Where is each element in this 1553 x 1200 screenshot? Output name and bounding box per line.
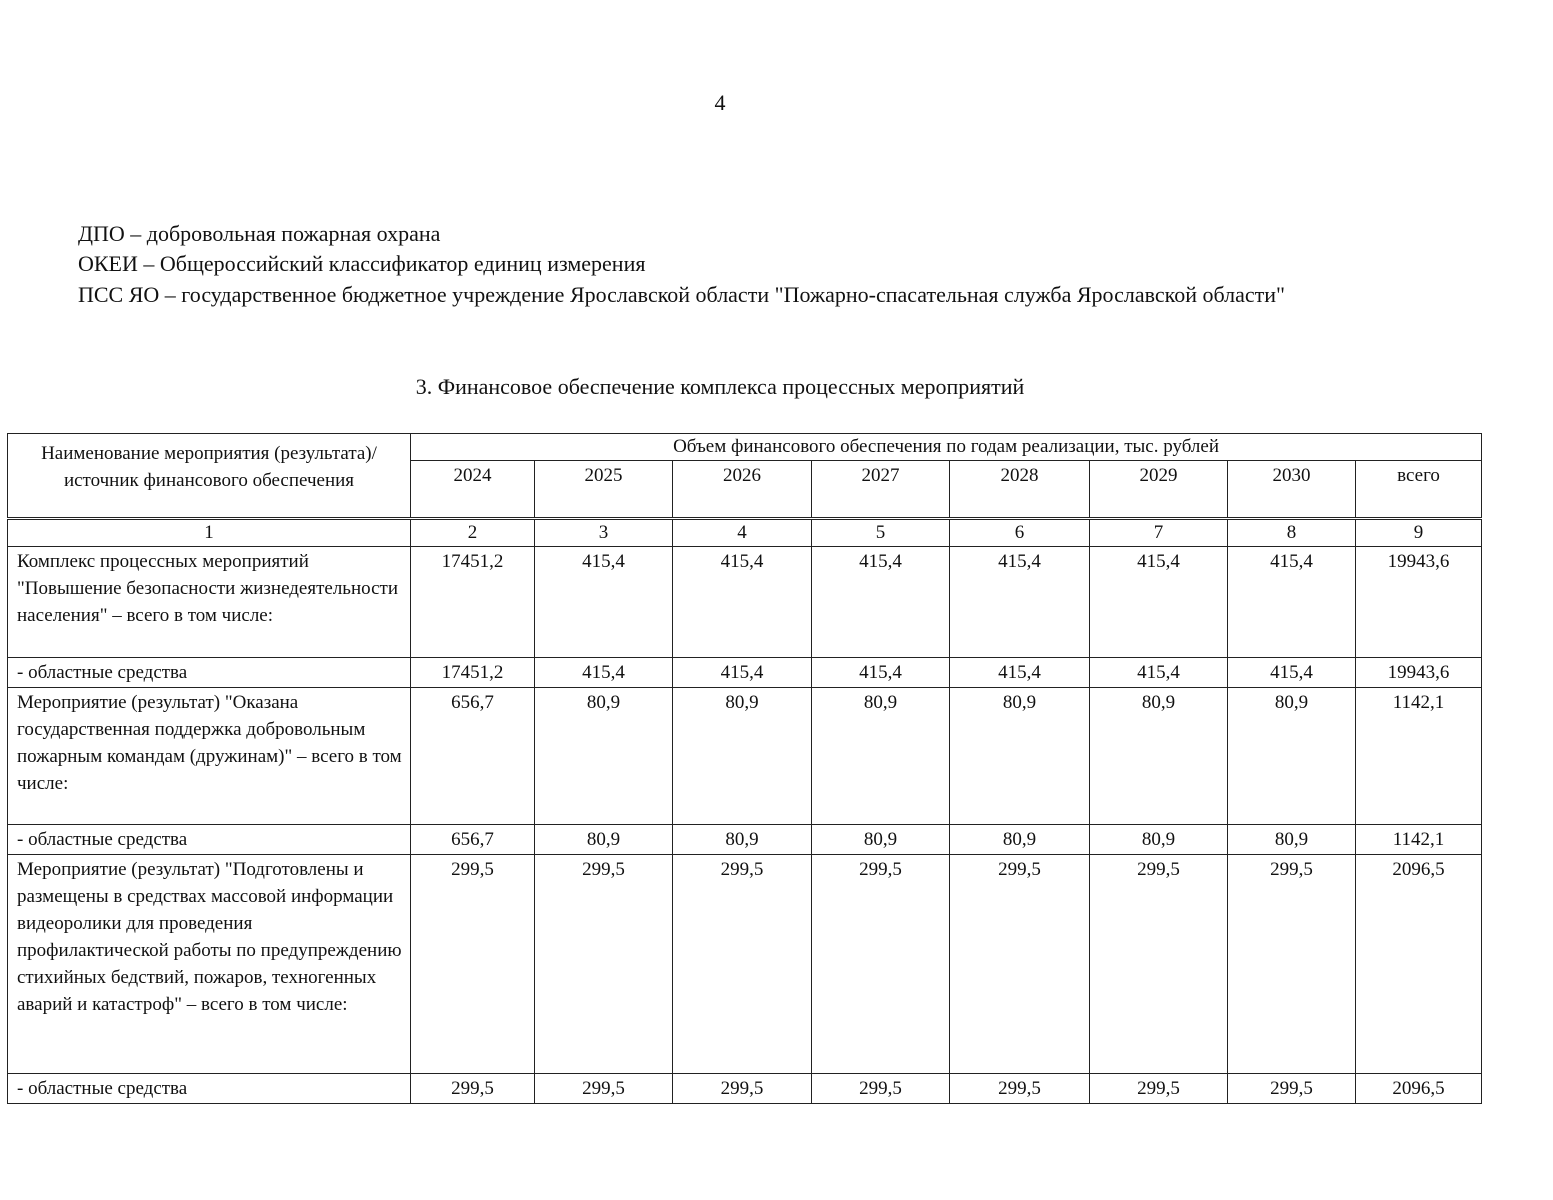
cell-value: 299,5 xyxy=(1228,1074,1356,1104)
abbreviation-text: ОКЕИ – Общероссийский классификатор единиц измерения xyxy=(78,251,646,276)
cell-value: 415,4 xyxy=(812,658,950,688)
cell-value: 2096,5 xyxy=(1356,1074,1482,1104)
table-row xyxy=(8,825,1482,855)
cell-value: 299,5 xyxy=(535,855,673,1074)
column-number-row xyxy=(8,519,1482,547)
cell-value: 1142,1 xyxy=(1356,688,1482,825)
cell-value: 80,9 xyxy=(1090,688,1228,825)
abbreviation-pss-yao xyxy=(8,280,1448,310)
cell-value: 80,9 xyxy=(535,825,673,855)
cell-value: 80,9 xyxy=(1228,825,1356,855)
column-header-name: Наименование мероприятия (результата)/ источник финансового обеспечения xyxy=(8,434,411,519)
cell-value: 415,4 xyxy=(1228,547,1356,658)
table-row xyxy=(8,658,1482,688)
cell-value: 415,4 xyxy=(950,547,1090,658)
abbreviation-text: ДПО – добровольная пожарная охрана xyxy=(78,221,441,246)
column-group-header: Объем финансового обеспечения по годам реализации, тыс. рублей xyxy=(411,434,1482,461)
column-number: 8 xyxy=(1228,519,1356,547)
column-number: 3 xyxy=(535,519,673,547)
year-header: 2030 xyxy=(1228,461,1356,519)
financing-table xyxy=(7,433,1482,1104)
cell-value: 80,9 xyxy=(673,825,812,855)
cell-value: 80,9 xyxy=(1228,688,1356,825)
cell-value: 80,9 xyxy=(673,688,812,825)
cell-value: 299,5 xyxy=(1228,855,1356,1074)
cell-value: 656,7 xyxy=(411,825,535,855)
abbreviation-text: ПСС ЯО – государственное бюджетное учреждение Ярославской области "Пожарно-спасательная служба Ярославской области" xyxy=(78,282,1285,307)
year-header: 2029 xyxy=(1090,461,1228,519)
cell-value: 80,9 xyxy=(535,688,673,825)
page-number: 4 xyxy=(714,90,726,115)
cell-value: 19943,6 xyxy=(1356,658,1482,688)
cell-value: 17451,2 xyxy=(411,658,535,688)
cell-value: 299,5 xyxy=(673,855,812,1074)
table-row xyxy=(8,547,1482,658)
year-header: 2025 xyxy=(535,461,673,519)
cell-value: 299,5 xyxy=(1090,1074,1228,1104)
cell-value: 656,7 xyxy=(411,688,535,825)
cell-value: 80,9 xyxy=(950,688,1090,825)
year-header: 2026 xyxy=(673,461,812,519)
cell-value: 415,4 xyxy=(1090,547,1228,658)
column-number: 4 xyxy=(673,519,812,547)
table-header-row xyxy=(8,434,1482,461)
year-header: всего xyxy=(1356,461,1482,519)
abbreviation-okei xyxy=(8,249,1448,279)
cell-value: 17451,2 xyxy=(411,547,535,658)
row-name: - областные средства xyxy=(8,825,411,855)
section-title: 3. Финансовое обеспечение комплекса процессных мероприятий xyxy=(415,374,1025,399)
row-name: - областные средства xyxy=(8,1074,411,1104)
cell-value: 299,5 xyxy=(411,1074,535,1104)
column-number: 9 xyxy=(1356,519,1482,547)
cell-value: 299,5 xyxy=(1090,855,1228,1074)
table-row xyxy=(8,688,1482,825)
abbreviation-dpo xyxy=(8,219,1448,249)
column-number: 2 xyxy=(411,519,535,547)
row-name: - областные средства xyxy=(8,658,411,688)
row-name: Мероприятие (результат) "Подготовлены и размещены в средствах массовой информации видеоролики для проведения профилактической работы по предупреждению стихийных бедствий, пожаров, техногенных аварий и катастроф" – всего в том числе: xyxy=(8,855,411,1074)
row-name: Комплекс процессных мероприятий "Повышение безопасности жизнедеятельности населения" – всего в том числе: xyxy=(8,547,411,658)
cell-value: 415,4 xyxy=(673,547,812,658)
cell-value: 415,4 xyxy=(950,658,1090,688)
cell-value: 415,4 xyxy=(673,658,812,688)
cell-value: 80,9 xyxy=(812,688,950,825)
cell-value: 415,4 xyxy=(812,547,950,658)
cell-value: 19943,6 xyxy=(1356,547,1482,658)
cell-value: 299,5 xyxy=(950,855,1090,1074)
cell-value: 80,9 xyxy=(1090,825,1228,855)
cell-value: 299,5 xyxy=(411,855,535,1074)
row-name: Мероприятие (результат) "Оказана государственная поддержка добровольным пожарным командам (дружинам)" – всего в том числе: xyxy=(8,688,411,825)
table-row xyxy=(8,1074,1482,1104)
cell-value: 299,5 xyxy=(812,1074,950,1104)
column-number: 6 xyxy=(950,519,1090,547)
cell-value: 1142,1 xyxy=(1356,825,1482,855)
cell-value: 80,9 xyxy=(812,825,950,855)
cell-value: 2096,5 xyxy=(1356,855,1482,1074)
table-row xyxy=(8,855,1482,1074)
column-number: 1 xyxy=(8,519,411,547)
cell-value: 299,5 xyxy=(812,855,950,1074)
column-number: 7 xyxy=(1090,519,1228,547)
cell-value: 415,4 xyxy=(1090,658,1228,688)
cell-value: 299,5 xyxy=(950,1074,1090,1104)
cell-value: 299,5 xyxy=(535,1074,673,1104)
column-number: 5 xyxy=(812,519,950,547)
cell-value: 415,4 xyxy=(1228,658,1356,688)
cell-value: 415,4 xyxy=(535,547,673,658)
cell-value: 80,9 xyxy=(950,825,1090,855)
year-header: 2028 xyxy=(950,461,1090,519)
cell-value: 415,4 xyxy=(535,658,673,688)
cell-value: 299,5 xyxy=(673,1074,812,1104)
year-header: 2027 xyxy=(812,461,950,519)
year-header: 2024 xyxy=(411,461,535,519)
